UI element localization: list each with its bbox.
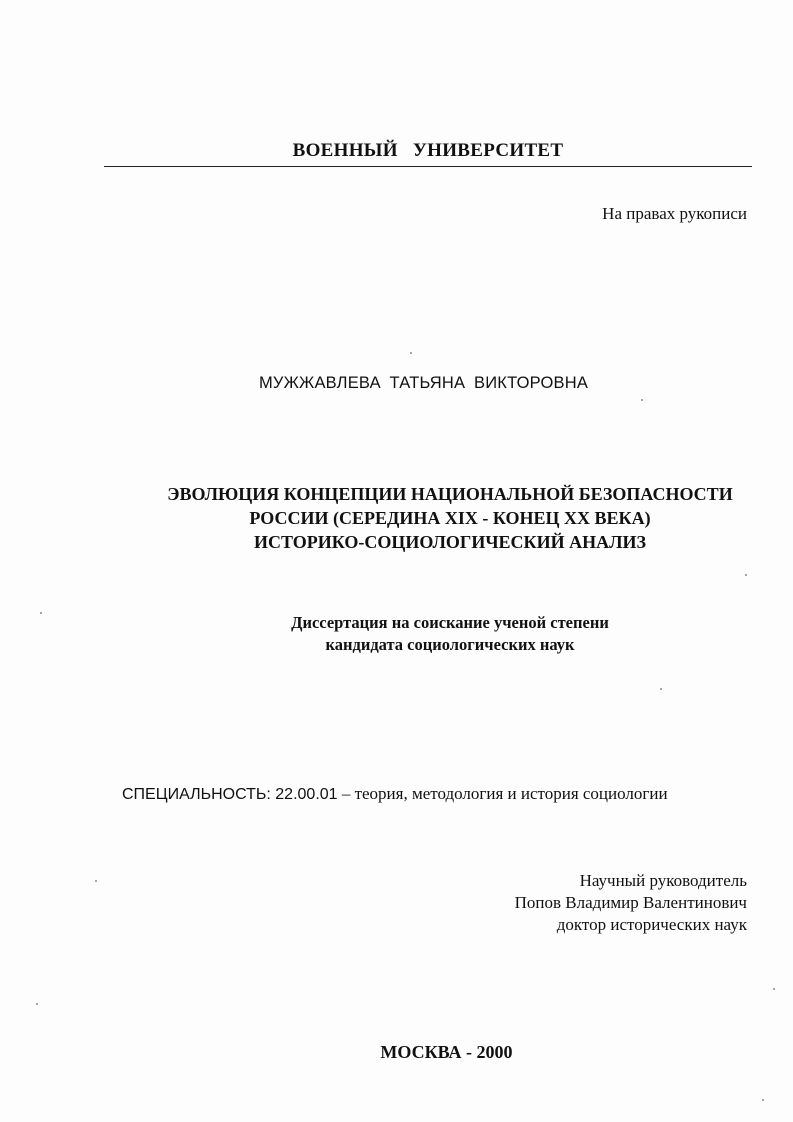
title-line: ЭВОЛЮЦИЯ КОНЦЕПЦИИ НАЦИОНАЛЬНОЙ БЕЗОПАСНОСТИ: [167, 484, 733, 504]
scan-speck: [36, 1003, 38, 1005]
institution-name: ВОЕННЫЙ УНИВЕРСИТЕТ: [292, 140, 564, 161]
supervisor-role: Научный руководитель: [579, 871, 747, 890]
scan-speck: [773, 988, 775, 990]
scan-speck: [745, 574, 747, 576]
supervisor-degree: доктор исторических наук: [556, 915, 747, 934]
degree-line: кандидата социологических наук: [325, 635, 575, 654]
manuscript-rights-note: На правах рукописи: [602, 204, 747, 223]
author-name: МУЖЖАВЛЕВА ТАТЬЯНА ВИКТОРОВНА: [258, 374, 589, 392]
scan-speck: [40, 612, 42, 614]
city-year: МОСКВА - 2000: [380, 1042, 513, 1062]
degree-statement: [240, 612, 660, 656]
supervisor-block: [515, 870, 747, 936]
degree-line: Диссертация на соискание ученой степени: [291, 613, 609, 632]
title-line: ИСТОРИКО-СОЦИОЛОГИЧЕСКИЙ АНАЛИЗ: [253, 532, 647, 552]
specialty-line: [122, 784, 668, 804]
specialty-description: – теория, методология и история социологии: [337, 784, 668, 803]
scan-speck: [641, 399, 643, 401]
header-divider: [104, 166, 752, 167]
scan-speck: [660, 688, 662, 690]
title-line: РОССИИ (СЕРЕДИНА XIX - КОНЕЦ XX ВЕКА): [249, 508, 651, 528]
dissertation-title: [140, 482, 760, 554]
scan-speck: [410, 352, 412, 354]
scan-speck: [95, 880, 97, 882]
scan-speck: [762, 1099, 764, 1101]
supervisor-name: Попов Владимир Валентинович: [514, 893, 747, 912]
specialty-code: СПЕЦИАЛЬНОСТЬ: 22.00.01: [122, 786, 338, 803]
